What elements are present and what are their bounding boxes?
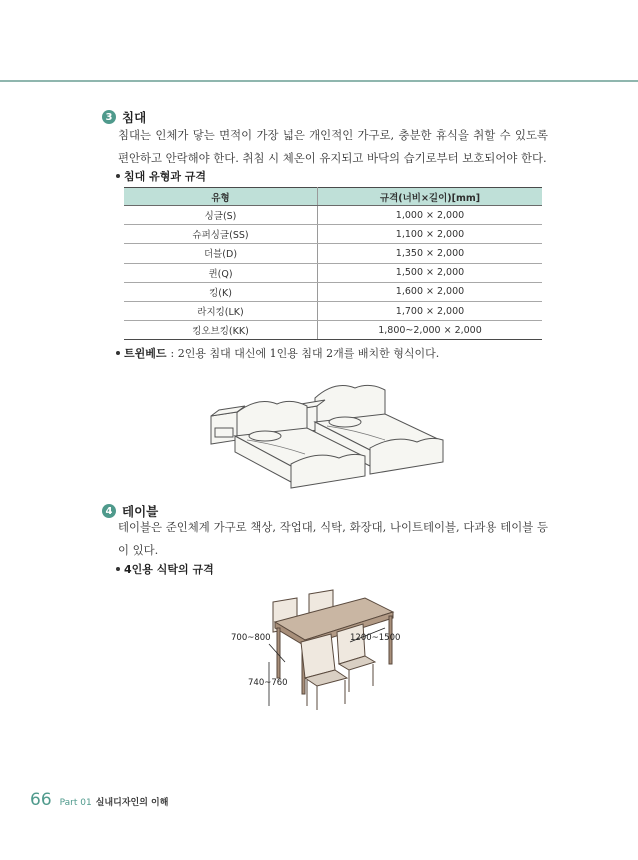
twin-bed-description: : 2인용 침대 대신에 1인용 침대 2개를 배치한 형식이다. — [170, 347, 440, 360]
cell-type: 싱글(S) — [124, 206, 318, 225]
cell-size: 1,000 × 2,000 — [318, 206, 543, 225]
cell-size: 1,500 × 2,000 — [318, 263, 543, 282]
dining-table-heading — [116, 561, 214, 577]
cell-size: 1,700 × 2,000 — [318, 301, 543, 320]
cell-type: 라지킹(LK) — [124, 301, 318, 320]
bullet-text: 4인용 식탁의 규격 — [124, 563, 214, 576]
dim-length-label: 1200~1500 — [350, 633, 401, 643]
chapter-title: 실내디자인의 이해 — [95, 798, 169, 808]
table-row — [124, 301, 542, 320]
top-rule — [0, 80, 638, 82]
dim-width-label: 700~800 — [231, 633, 271, 643]
dining-table-illustration — [225, 582, 415, 712]
cell-size: 1,600 × 2,000 — [318, 282, 543, 301]
bed-spec-table — [124, 187, 542, 340]
table-row — [124, 263, 542, 282]
page-footer — [30, 790, 168, 810]
table-row — [124, 282, 542, 301]
cell-type: 킹(K) — [124, 282, 318, 301]
table-row — [124, 206, 542, 225]
column-header-type: 유형 — [124, 188, 318, 206]
cell-size: 1,800~2,000 × 2,000 — [318, 321, 543, 340]
twin-bed-note — [116, 345, 439, 361]
table-row — [124, 321, 542, 340]
section-number-badge: 4 — [102, 504, 116, 518]
cell-type: 킹오브킹(KK) — [124, 321, 318, 340]
dim-height-label: 740~760 — [248, 678, 288, 688]
table-row — [124, 225, 542, 244]
cell-type: 퀸(Q) — [124, 263, 318, 282]
cell-type: 더블(D) — [124, 244, 318, 263]
table-paragraph: 테이블은 준인체계 가구로 책상, 작업대, 식탁, 화장대, 나이트테이블, 다과용 테이블 등이 있다. — [118, 520, 548, 557]
twin-bed-illustration — [195, 370, 450, 490]
page-number: 66 — [30, 790, 52, 810]
column-header-size: 규격(너비×길이)[mm] — [318, 188, 543, 206]
bullet-dot — [116, 351, 120, 355]
table-header-row — [124, 188, 542, 206]
bullet-text: 침대 유형과 규격 — [124, 170, 207, 183]
bullet-dot — [116, 174, 120, 178]
bed-table-heading — [116, 168, 206, 184]
part-label: Part 01 — [59, 798, 92, 808]
section-title: 침대 — [122, 110, 147, 125]
cell-size: 1,100 × 2,000 — [318, 225, 543, 244]
section-title: 테이블 — [122, 504, 159, 519]
twin-bed-label: 트윈베드 — [124, 347, 167, 360]
cell-type: 슈퍼싱글(SS) — [124, 225, 318, 244]
bed-paragraph: 침대는 인체가 닿는 면적이 가장 넓은 개인적인 가구로, 충분한 휴식을 취할 수 있도록 편안하고 안락해야 한다. 취침 시 체온이 유지되고 바닥의 습기로부터 보호되어야 한다. — [118, 128, 548, 165]
section-number-badge: 3 — [102, 110, 116, 124]
bullet-dot — [116, 567, 120, 571]
cell-size: 1,350 × 2,000 — [318, 244, 543, 263]
table-row — [124, 244, 542, 263]
